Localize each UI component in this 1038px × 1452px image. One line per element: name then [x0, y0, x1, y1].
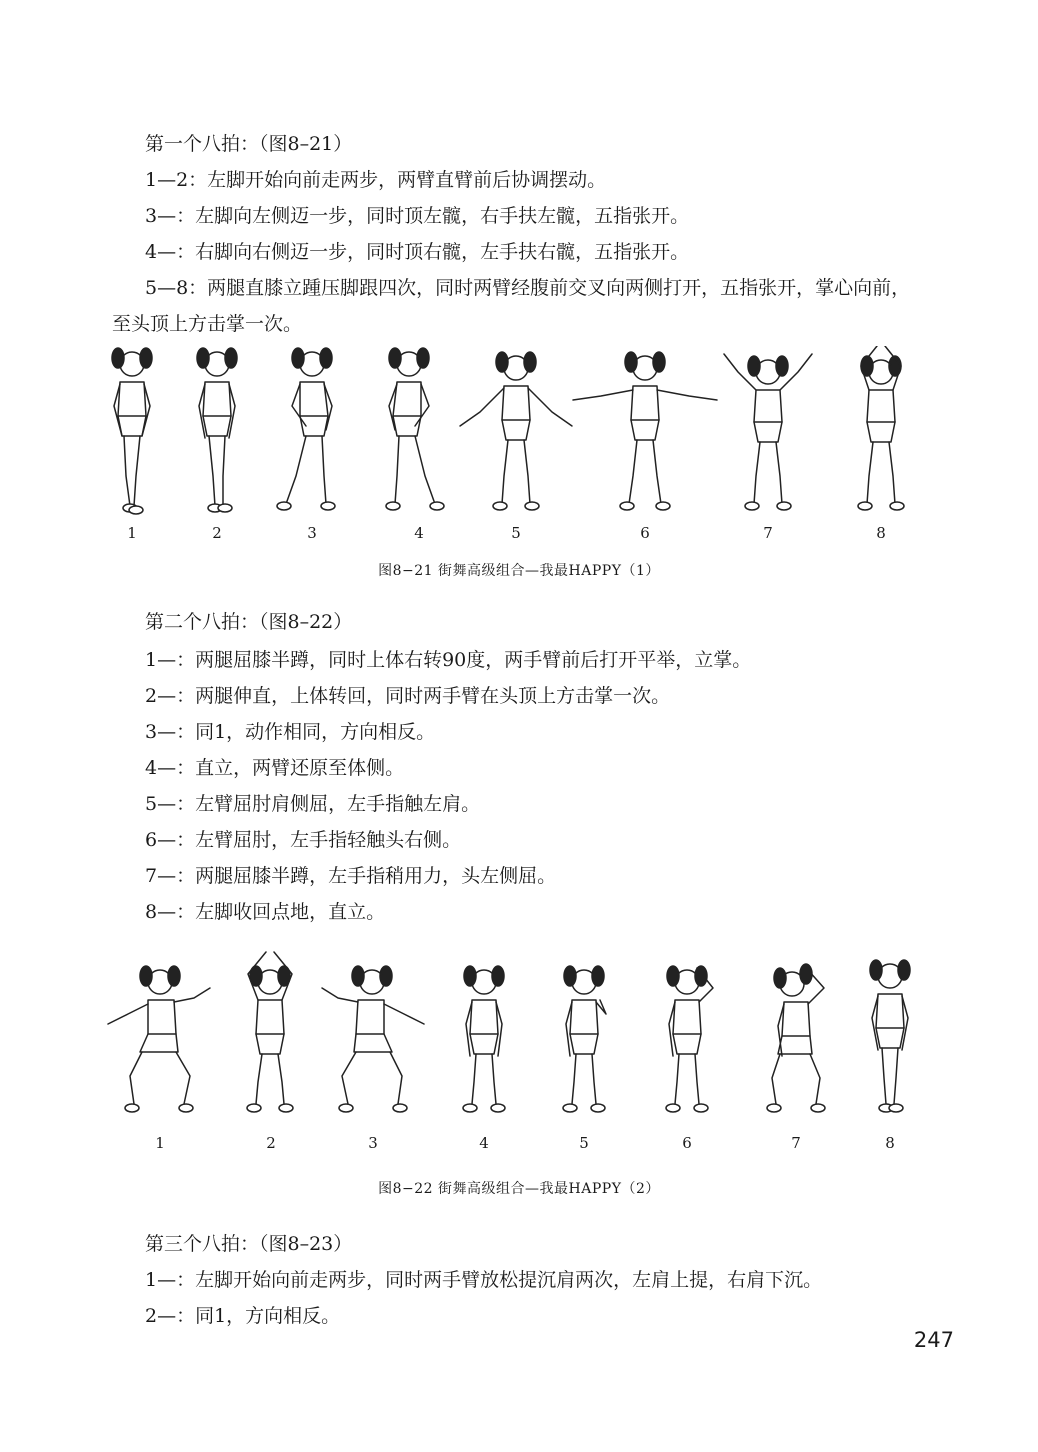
figure-8-22-pose-2 [247, 952, 293, 1112]
figure-8-21-pose-5 [460, 352, 572, 510]
figure-8-22-label-8: 8 [885, 1134, 895, 1152]
figure-8-22-illustration [100, 948, 940, 1118]
figure-8-21-illustration [100, 346, 940, 521]
figure-8-21-pose-2 [197, 348, 237, 512]
section2-line-4: 4—：直立，两臂还原至体侧。 [145, 757, 405, 779]
figure-8-21-caption: 图8−21 街舞高级组合—我最HAPPY（1） [378, 563, 660, 579]
section3-line-1: 1—：左脚开始向前走两步，同时两手臂放松提沉肩两次，左肩上提，右肩下沉。 [145, 1269, 823, 1291]
figure-8-22-label-7: 7 [791, 1134, 801, 1152]
section2-line-7: 7—：两腿屈膝半蹲，左手指稍用力，头左侧屈。 [145, 865, 557, 887]
figure-8-21-pose-8 [858, 346, 904, 510]
figure-8-22-label-4: 4 [479, 1134, 489, 1152]
section2-line-3: 3—：同1，动作相同，方向相反。 [145, 721, 436, 743]
figure-8-21-label-4: 4 [414, 524, 424, 542]
section1-heading: 第一个八拍：（图8–21） [145, 133, 353, 155]
figure-8-21-labels [0, 524, 1038, 544]
figure-8-22-pose-7 [767, 964, 825, 1112]
page-number: 247 [913, 1328, 954, 1352]
figure-8-22-pose-5 [563, 966, 606, 1112]
figure-8-22-label-1: 1 [155, 1134, 165, 1152]
section1-line-2: 3—：左脚向左侧迈一步，同时顶左髋，右手扶左髋，五指张开。 [145, 205, 690, 227]
figure-8-22-pose-3 [322, 966, 424, 1112]
figure-8-21-pose-3 [277, 348, 335, 510]
figure-8-21-pose-6 [573, 352, 717, 510]
figure-8-22-pose-8 [870, 960, 910, 1112]
section2-line-8: 8—：左脚收回点地，直立。 [145, 901, 386, 923]
figure-8-21-pose-1 [112, 348, 152, 514]
figure-8-21-pose-7 [724, 354, 812, 510]
section1-line-3: 4—：右脚向右侧迈一步，同时顶右髋，左手扶右髋，五指张开。 [145, 241, 690, 263]
figure-8-22-label-6: 6 [682, 1134, 692, 1152]
section3-heading: 第三个八拍：（图8–23） [145, 1233, 353, 1255]
figure-8-22-caption: 图8−22 街舞高级组合—我最HAPPY（2） [378, 1181, 660, 1197]
figure-8-21-label-1: 1 [127, 524, 137, 542]
figure-8-21-label-6: 6 [640, 524, 650, 542]
section2-line-6: 6—：左臂屈肘，左手指轻触头右侧。 [145, 829, 462, 851]
figure-8-21-pose-4 [386, 348, 444, 510]
section3-line-2: 2—：同1，方向相反。 [145, 1305, 341, 1327]
section2-heading: 第二个八拍：（图8–22） [145, 611, 353, 633]
figure-8-21-label-3: 3 [307, 524, 317, 542]
section2-line-5: 5—：左臂屈肘肩侧屈，左手指触左肩。 [145, 793, 481, 815]
figure-8-22-label-5: 5 [579, 1134, 589, 1152]
section2-line-1: 1—：两腿屈膝半蹲，同时上体右转90度，两手臂前后打开平举，立掌。 [145, 649, 752, 671]
figure-8-22-label-2: 2 [266, 1134, 276, 1152]
section1-line-1: 1—2：左脚开始向前走两步，两臂直臂前后协调摆动。 [145, 169, 607, 191]
figure-8-22-pose-1 [108, 966, 210, 1112]
figure-8-21-label-7: 7 [763, 524, 773, 542]
figure-8-21-label-2: 2 [212, 524, 222, 542]
figure-8-21-label-5: 5 [511, 524, 521, 542]
figure-8-22-pose-4 [463, 966, 505, 1112]
section1-line-4: 5—8：两腿直膝立踵压脚跟四次，同时两臂经腹前交叉向两侧打开，五指张开，掌心向前，至头顶上方击掌一次。 [112, 277, 911, 335]
figure-8-22-labels [0, 1134, 1038, 1154]
section2-line-2: 2—：两腿伸直，上体转回，同时两手臂在头顶上方击掌一次。 [145, 685, 671, 707]
figure-8-22-pose-6 [666, 966, 713, 1112]
figure-8-21-label-8: 8 [876, 524, 886, 542]
figure-8-22-label-3: 3 [368, 1134, 378, 1152]
